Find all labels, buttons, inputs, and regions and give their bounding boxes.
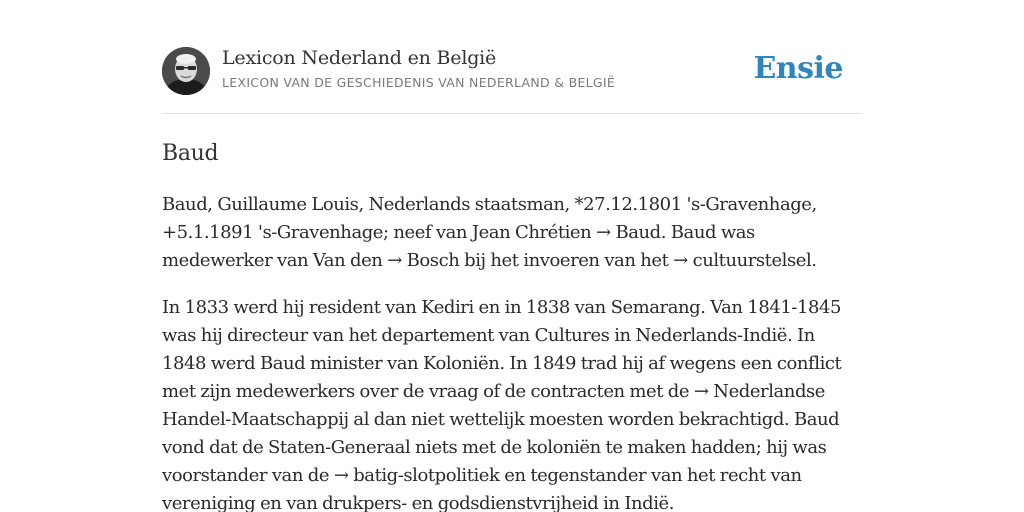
reference-link-cultuurstelsel[interactable]: cultuurstelsel (692, 250, 812, 271)
entry-text: en tegenstander van het recht van vereniging en van drukpers- en godsdienstvrijheid in Indië. (162, 465, 802, 512)
entry-paragraph-1 (162, 191, 862, 275)
entry-text: . Baud was medewerker van Van den (162, 222, 755, 271)
reference-link-baud[interactable]: Baud (615, 222, 661, 243)
source-header (162, 0, 862, 114)
entry-body (162, 191, 862, 512)
portrait-icon (162, 47, 210, 95)
entry-text: In 1833 werd hij resident van Kediri en in 1838 van Semarang. Van 1841-1845 was hij directeur van het departement van Cultures in Nederlands-Indië. In 1848 werd Baud minister van Koloniën. In 1849 trad hij af wegens een conflict met zijn medewerkers over de vraag of de contracten met de (162, 297, 842, 402)
reference-link-batig-slotpolitiek[interactable]: batig-slotpolitiek (353, 465, 500, 486)
entry-text: al dan niet wettelijk moesten worden bekrachtigd. Baud vond dat de Staten-Generaal niets met de koloniën te maken hadden; hij was voorstander van de (162, 409, 840, 486)
source-title[interactable]: Lexicon Nederland en België (222, 47, 497, 69)
arrow-icon: → (693, 381, 709, 402)
arrow-icon: → (387, 250, 402, 271)
arrow-icon: → (596, 222, 611, 243)
entry-text: Baud, Guillaume Louis, Nederlands staatsman, *27.12.1801 's-Gravenhage, +5.1.1891 's-Gravenhage; neef van Jean Chrétien (162, 194, 817, 243)
source-subtitle: LEXICON VAN DE GESCHIEDENIS VAN NEDERLAND & BELGIË (222, 75, 616, 90)
arrow-icon: → (333, 465, 349, 486)
entry-text: bij het invoeren van het (459, 250, 674, 271)
entry-paragraph-2 (162, 294, 862, 512)
reference-link-nederlandse-handel-maatschappij[interactable]: Nederlandse Handel-Maatschappij (162, 381, 826, 430)
reference-link-bosch[interactable]: Bosch (406, 250, 460, 271)
entry-title: Baud (162, 141, 219, 166)
arrow-icon: → (673, 250, 688, 271)
entry-text: . (811, 250, 817, 271)
page-container (162, 0, 862, 512)
source-avatar[interactable] (162, 47, 210, 95)
ensie-logo-link[interactable]: Ensie (753, 51, 843, 86)
